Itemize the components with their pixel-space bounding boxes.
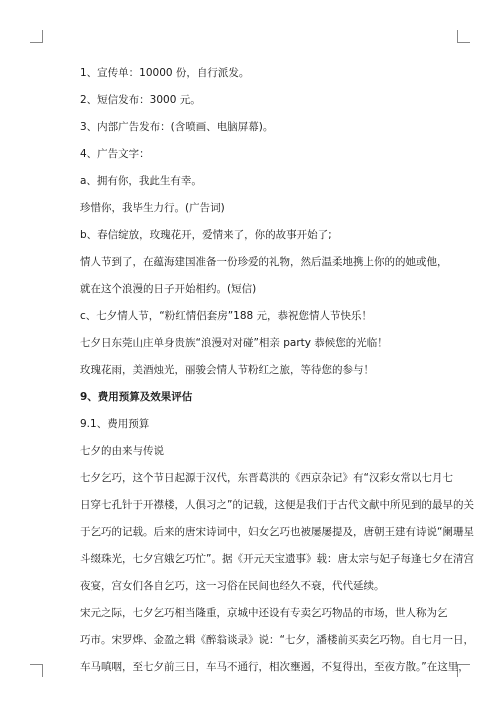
text-line: 3、内部广告发布：(含喷画、电脑屏幕)。	[80, 121, 274, 133]
text-line: 七夕乞巧，这个节日起源于汉代，东晋葛洪的《西京杂记》有“汉彩女常以七月七	[80, 472, 453, 484]
text-line: 珍惜你，我毕生力行。(广告词)	[80, 202, 225, 214]
text-line: 于乞巧的记载。后来的唐宋诗词中，妇女乞巧也被屡屡提及，唐朝王建有诗说“阑珊星	[80, 526, 474, 538]
text-line: 情人节到了，在蕴海建国准备一份珍爱的礼物，然后温柔地携上你的的她或他，	[80, 256, 448, 268]
corner-mark-top-right	[457, 30, 470, 43]
text-line: 4、广告文字：	[80, 148, 150, 160]
document-body	[80, 66, 474, 674]
corner-mark-top-left	[30, 30, 43, 43]
text-line: 斗缀珠光，七夕宫娥乞巧忙”。据《开元天宝遗事》载：唐太宗与妃子每逢七夕在清宫	[80, 553, 474, 565]
text-line: 宋元之际，七夕乞巧相当隆重，京城中还设有专卖乞巧物品的市场，世人称为乞	[80, 607, 448, 619]
text-line: 七夕日东莞山庄单身贵族“浪漫对对碰”相亲 party 恭候您的光临！	[80, 337, 388, 349]
text-line: c、七夕情人节，“粉红情侣套房”188 元，恭祝您情人节快乐！	[80, 310, 373, 322]
text-line: 巧市。宋罗烨、金盈之辑《醉翁谈录》说：“七夕，潘楼前买卖乞巧物。自七月一日，	[80, 634, 474, 646]
text-line: 9、费用预算及效果评估	[80, 391, 193, 403]
text-line: 9.1、费用预算	[80, 418, 150, 430]
text-line: 日穿七孔针于开襟楼，人俱习之”的记载，这便是我们于古代文献中所见到的最早的关	[80, 499, 474, 511]
corner-mark-bottom-left	[30, 664, 43, 677]
text-line: 七夕的由来与传说	[80, 445, 164, 457]
text-line: 夜宴，宫女们各自乞巧，这一习俗在民间也经久不衰，代代延续。	[80, 580, 385, 592]
text-line: b、春信绽放，玫瑰花开，爱情来了，你的故事开始了;	[80, 229, 332, 241]
text-line: a、拥有你，我此生有幸。	[80, 175, 202, 187]
text-line: 2、短信发布：3000 元。	[80, 94, 201, 106]
text-line: 玫瑰花雨，美酒烛光，丽骏会情人节粉红之旅，等待您的参与！	[80, 364, 374, 376]
text-line: 1、宣传单：10000 份，自行派发。	[80, 67, 250, 79]
text-line: 就在这个浪漫的日子开始相约。(短信)	[80, 283, 257, 295]
text-line: 车马嗔咽，至七夕前三日，车马不通行，相次壅遏，不复得出，至夜方散。”在这里，	[80, 661, 469, 673]
